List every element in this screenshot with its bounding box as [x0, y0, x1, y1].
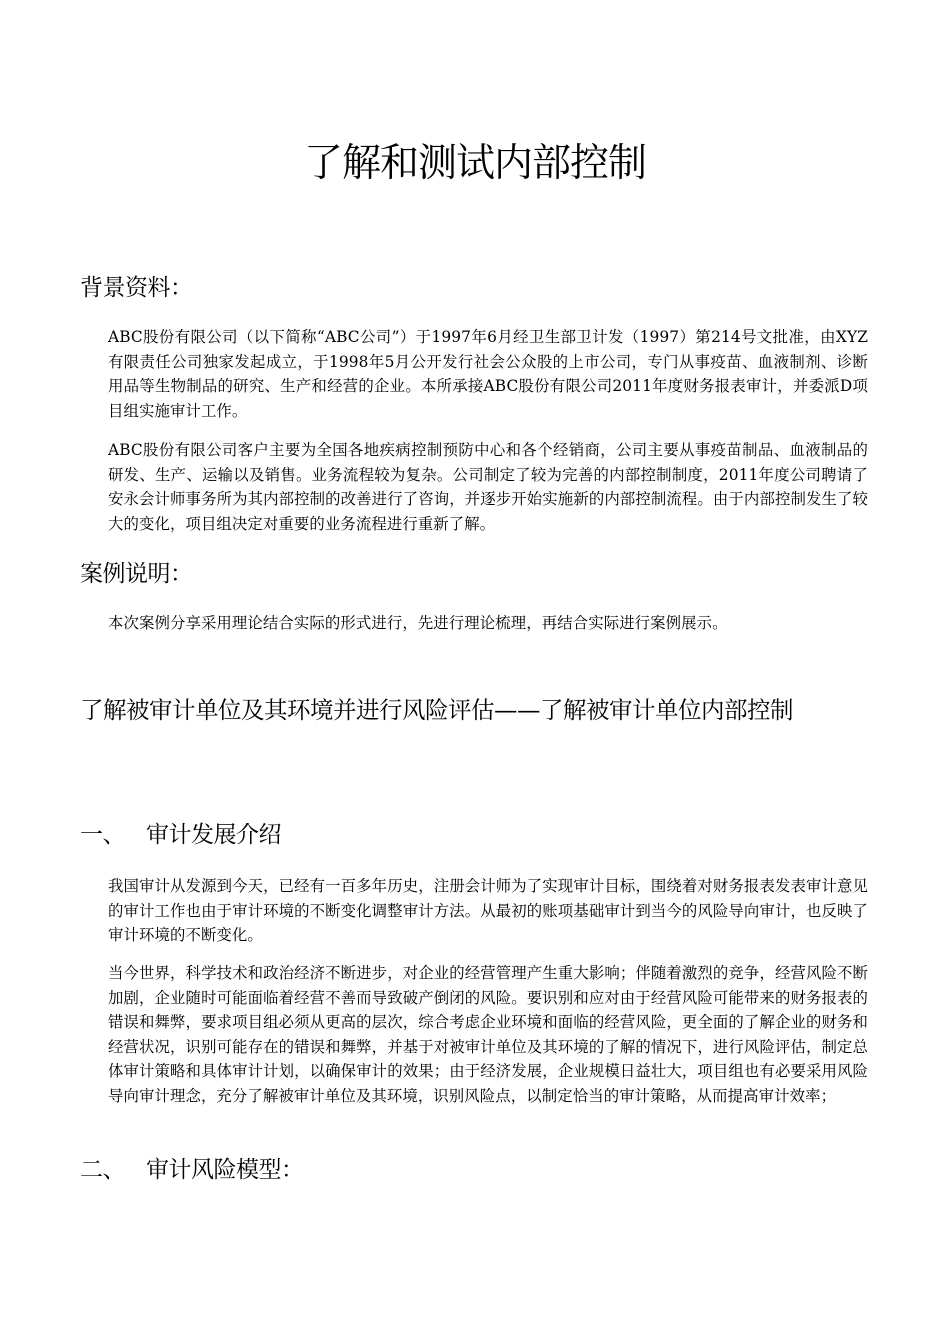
- background-heading: 背景资料：: [80, 275, 193, 301]
- document-title: 了解和测试内部控制: [303, 141, 646, 186]
- case-heading: 案例说明：: [80, 561, 193, 587]
- section-2-number: 二、: [80, 1157, 125, 1183]
- section-2-title: 审计风险模型：: [146, 1157, 304, 1183]
- section-2-heading: [80, 1154, 304, 1186]
- case-paragraph: 本次案例分享采用理论结合实际的形式进行，先进行理论梳理，再结合实际进行案例展示。: [108, 614, 728, 632]
- section-1-number: 一、: [80, 822, 125, 848]
- background-paragraph-2: ABC股份有限公司客户主要为全国各地疾病控制预防中心和各个经销商，公司主要从事疫苗制品、血液制品的研发、生产、运输以及销售。业务流程较为复杂。公司制定了较为完善的内部控制制度，2011年度公司聘请了安永会计师事务所为其内部控制的改善进行了咨询，并逐步开始实施新的内部控制流程。由于内部控制发生了较大的变化，项目组决定对重要的业务流程进行重新了解。: [108, 441, 868, 533]
- section-1-paragraph-2: 当今世界，科学技术和政治经济不断进步，对企业的经营管理产生重大影响；伴随着激烈的竞争，经营风险不断加剧，企业随时可能面临着经营不善而导致破产倒闭的风险。要识别和应对由于经营风险可能带来的财务报表的错误和舞弊，要求项目组必须从更高的层次，综合考虑企业环境和面临的经营风险，更全面的了解企业的财务和经营状况，识别可能存在的错误和舞弊，并基于对被审计单位及其环境的了解的情况下，进行风险评估，制定总体审计策略和具体审计计划，以确保审计的效果；由于经济发展，企业规模日益壮大，项目组也有必要采用风险导向审计理念，充分了解被审计单位及其环境，识别风险点，以制定恰当的审计策略，从而提高审计效率；: [108, 964, 868, 1105]
- background-paragraph-1: ABC股份有限公司（以下简称“ABC公司”）于1997年6月经卫生部卫计发（1997）第214号文批准，由XYZ有限责任公司独家发起成立，于1998年5月公开发行社会公众股的上市公司，专门从事疫苗、血液制剂、诊断用品等生物制品的研究、生产和经营的企业。本所承接ABC股份有限公司2011年度财务报表审计，并委派D项目组实施审计工作。: [108, 328, 868, 420]
- section-1-heading: [80, 819, 281, 851]
- section-1-title: 审计发展介绍: [146, 822, 281, 848]
- chapter-heading: 了解被审计单位及其环境并进行风险评估——了解被审计单位内部控制: [80, 696, 793, 724]
- section-1-paragraph-1: 我国审计从发源到今天，已经有一百多年历史，注册会计师为了实现审计目标，围绕着对财务报表发表审计意见的审计工作也由于审计环境的不断变化调整审计方法。从最初的账项基础审计到当今的风险导向审计，也反映了审计环境的不断变化。: [108, 877, 868, 944]
